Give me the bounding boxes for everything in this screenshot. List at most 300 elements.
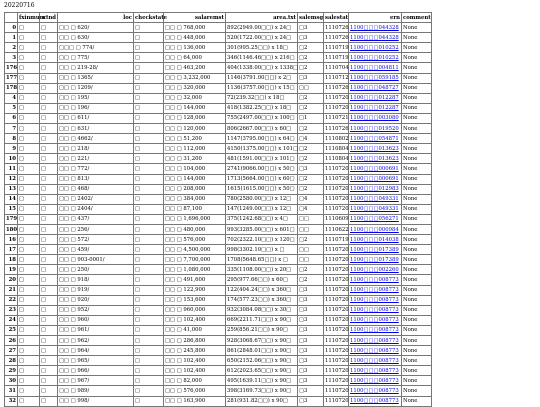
area-cell: 861(2848.01□□) x 90□ <box>226 346 298 356</box>
row-index: 13 <box>5 184 18 194</box>
table-row <box>5 174 432 184</box>
salemsg-cell: □2 <box>298 174 324 184</box>
checkstate-cell: □ <box>134 295 164 305</box>
table-row <box>5 386 432 396</box>
area-cell: 1708(5648.65□□) x □ <box>226 255 298 265</box>
ctnd-cell: □ <box>40 103 58 113</box>
area-cell: 122(404.24□□) x 360□ <box>226 285 298 295</box>
area-cell: 335(1108.00□□) x 20□ <box>226 265 298 275</box>
loc-cell: □□ □ 989/ <box>58 386 134 396</box>
comment-cell: None <box>402 346 432 356</box>
ctnd-cell: □ <box>40 265 58 275</box>
area-cell: 404(1338.00□□) x 1338□ <box>226 63 298 73</box>
area-cell: 301(995.25□□) x 18□ <box>226 43 298 53</box>
salaremst-cell: □□ □ 1,696,000 <box>164 214 226 224</box>
ctnd-cell: □ <box>40 356 58 366</box>
ern-link[interactable]: 1100□□□008773 <box>349 386 402 396</box>
table-row <box>5 144 432 154</box>
checkstate-cell: □ <box>134 73 164 83</box>
salestat-cell: 1110720 <box>324 93 349 103</box>
area-cell: 2741(9066.00□□) x 50□ <box>226 164 298 174</box>
area-cell: 174(577.23□□) x 360□ <box>226 295 298 305</box>
salaremst-cell: □□ □ 4,500,000 <box>164 245 226 255</box>
comment-cell: None <box>402 295 432 305</box>
ctnd-cell: □ <box>40 174 58 184</box>
salaremst-cell: □□ □ 320,000 <box>164 83 226 93</box>
ctnd-cell: □ <box>40 154 58 164</box>
ctnd-cell: □ <box>40 255 58 265</box>
row-index: 14 <box>5 194 18 204</box>
table-row <box>5 396 432 406</box>
salestat-cell: 1110720 <box>324 275 349 285</box>
area-cell: 702(2322.10□□) x 120□ <box>226 235 298 245</box>
salestat-cell: 1110802 <box>324 134 349 144</box>
ern-link[interactable]: 1100□□□059185 <box>349 73 402 83</box>
salaremst-cell: □□ □ 3,232,000 <box>164 73 226 83</box>
checkstate-cell: □ <box>134 134 164 144</box>
checkstate-cell: □ <box>134 285 164 295</box>
ern-link[interactable]: 1100□□□008773 <box>349 346 402 356</box>
row-index: 180 <box>5 224 18 234</box>
loc-cell: □□ □ 468/ <box>58 184 134 194</box>
fxinmum-cell: □ <box>18 134 40 144</box>
checkstate-cell: □ <box>134 346 164 356</box>
salestat-cell: 1110720 <box>324 285 349 295</box>
area-cell: 520(1722.00□□) x 24□ <box>226 33 298 43</box>
row-index: 29 <box>5 366 18 376</box>
row-index: 18 <box>5 255 18 265</box>
salaremst-cell: □□ □ 102,400 <box>164 366 226 376</box>
ctnd-cell: □ <box>40 134 58 144</box>
row-index: 0 <box>5 23 18 33</box>
ern-link[interactable]: 1100□□□054871 <box>349 134 402 144</box>
area-cell: 281(931.82□□) x 90□ <box>226 396 298 406</box>
loc-cell: □□ □ 459/ <box>58 245 134 255</box>
salaremst-cell: □□ □ 384,000 <box>164 194 226 204</box>
checkstate-cell: □ <box>134 245 164 255</box>
row-index: 32 <box>5 396 18 406</box>
loc-cell: □□ □ 918/ <box>58 275 134 285</box>
fxinmum-cell: □ <box>18 113 40 123</box>
loc-cell: □□ □ 966/ <box>58 366 134 376</box>
table-caption: 20220716 <box>4 2 35 9</box>
salemsg-cell: □3 <box>298 285 324 295</box>
salaremst-cell: □□ □ 768,000 <box>164 23 226 33</box>
salaremst-cell: □□ □ 576,000 <box>164 235 226 245</box>
salaremst-cell: □□ □ 104,000 <box>164 164 226 174</box>
salaremst-cell: □□ □ 1,080,000 <box>164 265 226 275</box>
checkstate-cell: □ <box>134 23 164 33</box>
salemsg-cell: □3 <box>298 336 324 346</box>
fxinmum-cell: □ <box>18 265 40 275</box>
salaremst-cell: □□ □ 163,900 <box>164 396 226 406</box>
ctnd-cell: □ <box>40 53 58 63</box>
loc-cell: □□ □ 250/ <box>58 265 134 275</box>
salemsg-cell: □2 <box>298 265 324 275</box>
salemsg-cell: □□ <box>298 83 324 93</box>
salestat-cell: 1110609 <box>324 214 349 224</box>
loc-cell: □□ □ 962/ <box>58 336 134 346</box>
comment-cell: None <box>402 144 432 154</box>
table-row <box>5 194 432 204</box>
data-table <box>4 12 432 407</box>
ern-link[interactable]: 1100□□□003080 <box>349 113 402 123</box>
loc-cell: □□□ □ 774/ <box>58 43 134 53</box>
header-row <box>5 13 432 23</box>
row-index: 11 <box>5 164 18 174</box>
loc-cell: □□ □ 772/ <box>58 164 134 174</box>
ern-link[interactable]: 1100□□□008773 <box>349 295 402 305</box>
comment-cell: None <box>402 376 432 386</box>
fxinmum-cell: □ <box>18 336 40 346</box>
table-row <box>5 224 432 234</box>
ern-link[interactable]: 1100□□□044328 <box>349 23 402 33</box>
table-row <box>5 245 432 255</box>
salemsg-cell: □4 <box>298 204 324 214</box>
area-cell: 780(2580.00□□) x 12□ <box>226 194 298 204</box>
area-cell: 72(239.32□□) x 18□ <box>226 93 298 103</box>
ctnd-cell: □ <box>40 63 58 73</box>
loc-cell: □□ □ 1209/ <box>58 83 134 93</box>
comment-cell: None <box>402 33 432 43</box>
comment-cell: None <box>402 154 432 164</box>
comment-cell: None <box>402 113 432 123</box>
row-index: 23 <box>5 305 18 315</box>
ern-link[interactable]: 1100□□□019520 <box>349 124 402 134</box>
area-cell: 1147(3795.00□□) x 64□ <box>226 134 298 144</box>
loc-cell: □□ □ 572/ <box>58 235 134 245</box>
fxinmum-cell: □ <box>18 325 40 335</box>
checkstate-cell: □ <box>134 184 164 194</box>
row-index: 179 <box>5 214 18 224</box>
fxinmum-cell: □ <box>18 53 40 63</box>
salemsg-cell: □3 <box>298 396 324 406</box>
header-loc: loc <box>58 13 134 23</box>
salaremst-cell: □□ □ 480,000 <box>164 224 226 234</box>
area-cell: 481(1591.00□□) x 101□ <box>226 154 298 164</box>
ern-link[interactable]: 1100□□□000691 <box>349 174 402 184</box>
ctnd-cell: □ <box>40 204 58 214</box>
fxinmum-cell: □ <box>18 154 40 164</box>
table-row <box>5 103 432 113</box>
ctnd-cell: □ <box>40 325 58 335</box>
ern-link[interactable]: 1100□□□012287 <box>349 93 402 103</box>
row-index: 26 <box>5 336 18 346</box>
ern-link[interactable]: 1100□□□013623 <box>349 144 402 154</box>
ern-link[interactable]: 1100□□□013623 <box>349 154 402 164</box>
salestat-cell: 1110720 <box>324 386 349 396</box>
salestat-cell: 1110726 <box>324 23 349 33</box>
table-row <box>5 53 432 63</box>
checkstate-cell: □ <box>134 305 164 315</box>
fxinmum-cell: □ <box>18 396 40 406</box>
ern-link[interactable]: 1100□□□049331 <box>349 194 402 204</box>
checkstate-cell: □ <box>134 103 164 113</box>
ern-link[interactable]: 1100□□□000691 <box>349 164 402 174</box>
ern-link[interactable]: 1100□□□056271 <box>349 214 402 224</box>
checkstate-cell: □ <box>134 265 164 275</box>
salaremst-cell: □□ □ 144,000 <box>164 174 226 184</box>
fxinmum-cell: □ <box>18 275 40 285</box>
loc-cell: □□ □ 919/ <box>58 285 134 295</box>
salestat-cell: 1110720 <box>324 103 349 113</box>
comment-cell: None <box>402 386 432 396</box>
ctnd-cell: □ <box>40 214 58 224</box>
ern-link[interactable]: 1100□□□002260 <box>349 265 402 275</box>
row-index: 27 <box>5 346 18 356</box>
salestat-cell: 1110804 <box>324 154 349 164</box>
salemsg-cell: □3 <box>298 376 324 386</box>
table-body <box>5 23 432 407</box>
ern-link[interactable]: 1100□□□008773 <box>349 305 402 315</box>
ern-link[interactable]: 1100□□□000984 <box>349 224 402 234</box>
salestat-cell: 1110720 <box>324 356 349 366</box>
ern-link[interactable]: 1100□□□008773 <box>349 366 402 376</box>
comment-cell: None <box>402 83 432 93</box>
fxinmum-cell: □ <box>18 124 40 134</box>
salestat-cell: 1110721 <box>324 113 349 123</box>
row-index: 19 <box>5 265 18 275</box>
row-index: 20 <box>5 275 18 285</box>
table-row <box>5 43 432 53</box>
loc-cell: □□ □ 920/ <box>58 295 134 305</box>
fxinmum-cell: □ <box>18 164 40 174</box>
ctnd-cell: □ <box>40 23 58 33</box>
ctnd-cell: □ <box>40 224 58 234</box>
salemsg-cell: □2 <box>298 275 324 285</box>
checkstate-cell: □ <box>134 194 164 204</box>
ern-link[interactable]: 1100□□□012287 <box>349 103 402 113</box>
row-index: 21 <box>5 285 18 295</box>
salestat-cell: 1110720 <box>324 366 349 376</box>
ern-link[interactable]: 1100□□□008773 <box>349 275 402 285</box>
area-cell: 669(2211.71□□) x 90□ <box>226 315 298 325</box>
checkstate-cell: □ <box>134 255 164 265</box>
area-cell: 495(1639.11□□) x 90□ <box>226 376 298 386</box>
ctnd-cell: □ <box>40 194 58 204</box>
salemsg-cell: □3 <box>298 346 324 356</box>
comment-cell: None <box>402 184 432 194</box>
ctnd-cell: □ <box>40 93 58 103</box>
ern-link[interactable]: 1100□□□017389 <box>349 245 402 255</box>
checkstate-cell: □ <box>134 356 164 366</box>
salaremst-cell: □□ □ 32,000 <box>164 93 226 103</box>
ern-link[interactable]: 1100□□□008773 <box>349 325 402 335</box>
comment-cell: None <box>402 235 432 245</box>
salaremst-cell: □□ □ 448,000 <box>164 33 226 43</box>
salemsg-cell: □2 <box>298 43 324 53</box>
ern-link[interactable]: 1100□□□012983 <box>349 184 402 194</box>
ctnd-cell: □ <box>40 43 58 53</box>
row-index: 177 <box>5 73 18 83</box>
row-index: 10 <box>5 154 18 164</box>
comment-cell: None <box>402 224 432 234</box>
comment-cell: None <box>402 174 432 184</box>
table-row <box>5 164 432 174</box>
table-row <box>5 33 432 43</box>
checkstate-cell: □ <box>134 83 164 93</box>
area-cell: 1615(1615.00□□) x 50□ <box>226 184 298 194</box>
salaremst-cell: □□ □ 208,000 <box>164 184 226 194</box>
comment-cell: None <box>402 194 432 204</box>
fxinmum-cell: □ <box>18 255 40 265</box>
ern-link[interactable]: 1100□□□008773 <box>349 315 402 325</box>
checkstate-cell: □ <box>134 124 164 134</box>
fxinmum-cell: □ <box>18 63 40 73</box>
salestat-cell: 1110720 <box>324 305 349 315</box>
fxinmum-cell: □ <box>18 174 40 184</box>
salemsg-cell: □3 <box>298 305 324 315</box>
salestat-cell: 1110720 <box>324 174 349 184</box>
ern-link[interactable]: 1100□□□010252 <box>349 43 402 53</box>
comment-cell: None <box>402 245 432 255</box>
table-row <box>5 305 432 315</box>
ern-link[interactable]: 1100□□□008773 <box>349 336 402 346</box>
salestat-cell: 1110726 <box>324 33 349 43</box>
ern-link[interactable]: 1100□□□048727 <box>349 83 402 93</box>
ern-link[interactable]: 1100□□□008773 <box>349 285 402 295</box>
table-row <box>5 204 432 214</box>
ern-link[interactable]: 1100□□□044328 <box>349 33 402 43</box>
area-cell: 295(977.66□□) x 60□ <box>226 275 298 285</box>
checkstate-cell: □ <box>134 93 164 103</box>
header-salemsg: salemsg <box>298 13 324 23</box>
ern-link[interactable]: 1100□□□004811 <box>349 63 402 73</box>
row-index: 8 <box>5 134 18 144</box>
loc-cell: □□ □ 964/ <box>58 346 134 356</box>
loc-cell: □□ □ 2402/ <box>58 194 134 204</box>
comment-cell: None <box>402 43 432 53</box>
salestat-cell: 1110719 <box>324 43 349 53</box>
area-cell: 1146(3791.00□□) x 2□ <box>226 73 298 83</box>
ern-link[interactable]: 1100□□□017389 <box>349 255 402 265</box>
comment-cell: None <box>402 305 432 315</box>
ctnd-cell: □ <box>40 245 58 255</box>
ctnd-cell: □ <box>40 295 58 305</box>
comment-cell: None <box>402 396 432 406</box>
salemsg-cell: □3 <box>298 295 324 305</box>
ctnd-cell: □ <box>40 144 58 154</box>
table-row <box>5 275 432 285</box>
fxinmum-cell: □ <box>18 194 40 204</box>
checkstate-cell: □ <box>134 336 164 346</box>
salestat-cell: 1110720 <box>324 265 349 275</box>
row-index: 7 <box>5 124 18 134</box>
ern-link[interactable]: 1100□□□010252 <box>349 53 402 63</box>
salestat-cell: 1110720 <box>324 396 349 406</box>
fxinmum-cell: □ <box>18 214 40 224</box>
loc-cell: □□ □ 960/ <box>58 315 134 325</box>
comment-cell: None <box>402 124 432 134</box>
salestat-cell: 1110804 <box>324 144 349 154</box>
comment-cell: None <box>402 255 432 265</box>
table-row <box>5 255 432 265</box>
salaremst-cell: □□ □ 960,000 <box>164 305 226 315</box>
ern-link[interactable]: 1100□□□008773 <box>349 376 402 386</box>
table-row <box>5 154 432 164</box>
comment-cell: None <box>402 204 432 214</box>
area-cell: 806(2667.00□□) x 60□ <box>226 124 298 134</box>
comment-cell: None <box>402 275 432 285</box>
checkstate-cell: □ <box>134 53 164 63</box>
checkstate-cell: □ <box>134 275 164 285</box>
table-row <box>5 63 432 73</box>
ctnd-cell: □ <box>40 315 58 325</box>
header-fxinmum: fxinmum <box>18 13 40 23</box>
salemsg-cell: □2 <box>298 63 324 73</box>
ern-link[interactable]: 1100□□□049331 <box>349 204 402 214</box>
checkstate-cell: □ <box>134 396 164 406</box>
salemsg-cell: □2 <box>298 53 324 63</box>
comment-cell: None <box>402 366 432 376</box>
table-row <box>5 325 432 335</box>
ctnd-cell: □ <box>40 184 58 194</box>
salaremst-cell: □□ □ 245,800 <box>164 346 226 356</box>
ern-link[interactable]: 1100□□□008773 <box>349 396 402 406</box>
salemsg-cell: □□ <box>298 255 324 265</box>
checkstate-cell: □ <box>134 325 164 335</box>
area-cell: 1136(3757.00□□) x 15□ <box>226 83 298 93</box>
salestat-cell: 1110726 <box>324 83 349 93</box>
comment-cell: None <box>402 336 432 346</box>
salemsg-cell: □2 <box>298 154 324 164</box>
salemsg-cell: □□ <box>298 214 324 224</box>
salestat-cell: 1110704 <box>324 63 349 73</box>
loc-cell: □□ □ 952/ <box>58 305 134 315</box>
salemsg-cell: □3 <box>298 356 324 366</box>
header-salaremst: salaremst <box>164 13 226 23</box>
checkstate-cell: □ <box>134 174 164 184</box>
loc-cell: □□ □ 813/ <box>58 174 134 184</box>
salaremst-cell: □□ □ 136,000 <box>164 43 226 53</box>
salemsg-cell: □4 <box>298 194 324 204</box>
salemsg-cell: □3 <box>298 366 324 376</box>
area-cell: 147(1249.00□□) x 12□ <box>226 204 298 214</box>
comment-cell: None <box>402 23 432 33</box>
salestat-cell: 1110720 <box>324 336 349 346</box>
comment-cell: None <box>402 265 432 275</box>
loc-cell: □□ □ 437/ <box>58 214 134 224</box>
loc-cell: □□ □ 998/ <box>58 396 134 406</box>
checkstate-cell: □ <box>134 376 164 386</box>
salemsg-cell: □3 <box>298 386 324 396</box>
row-index: 9 <box>5 144 18 154</box>
table-row <box>5 285 432 295</box>
area-cell: 259(856.21□□) x 90□ <box>226 325 298 335</box>
loc-cell: □□ □ 1365/ <box>58 73 134 83</box>
ern-link[interactable]: 1100□□□008773 <box>349 356 402 366</box>
loc-cell: □□ □ 630/ <box>58 33 134 43</box>
area-cell: 755(2497.00□□) x 100□ <box>226 113 298 123</box>
salestat-cell: 1110720 <box>324 245 349 255</box>
ern-link[interactable]: 1100□□□014038 <box>349 235 402 245</box>
area-cell: 1713(5664.00□□) x 60□ <box>226 174 298 184</box>
header-ctnd: ctnd <box>40 13 58 23</box>
table-row <box>5 366 432 376</box>
ctnd-cell: □ <box>40 336 58 346</box>
comment-cell: None <box>402 356 432 366</box>
area-cell: 4150(1375.00□□) x 101□ <box>226 144 298 154</box>
fxinmum-cell: □ <box>18 366 40 376</box>
checkstate-cell: □ <box>134 33 164 43</box>
salestat-cell: 1110720 <box>324 346 349 356</box>
salaremst-cell: □□ □ 286,800 <box>164 336 226 346</box>
fxinmum-cell: □ <box>18 224 40 234</box>
salestat-cell: 1110726 <box>324 124 349 134</box>
table-row <box>5 235 432 245</box>
ctnd-cell: □ <box>40 83 58 93</box>
row-index: 176 <box>5 63 18 73</box>
